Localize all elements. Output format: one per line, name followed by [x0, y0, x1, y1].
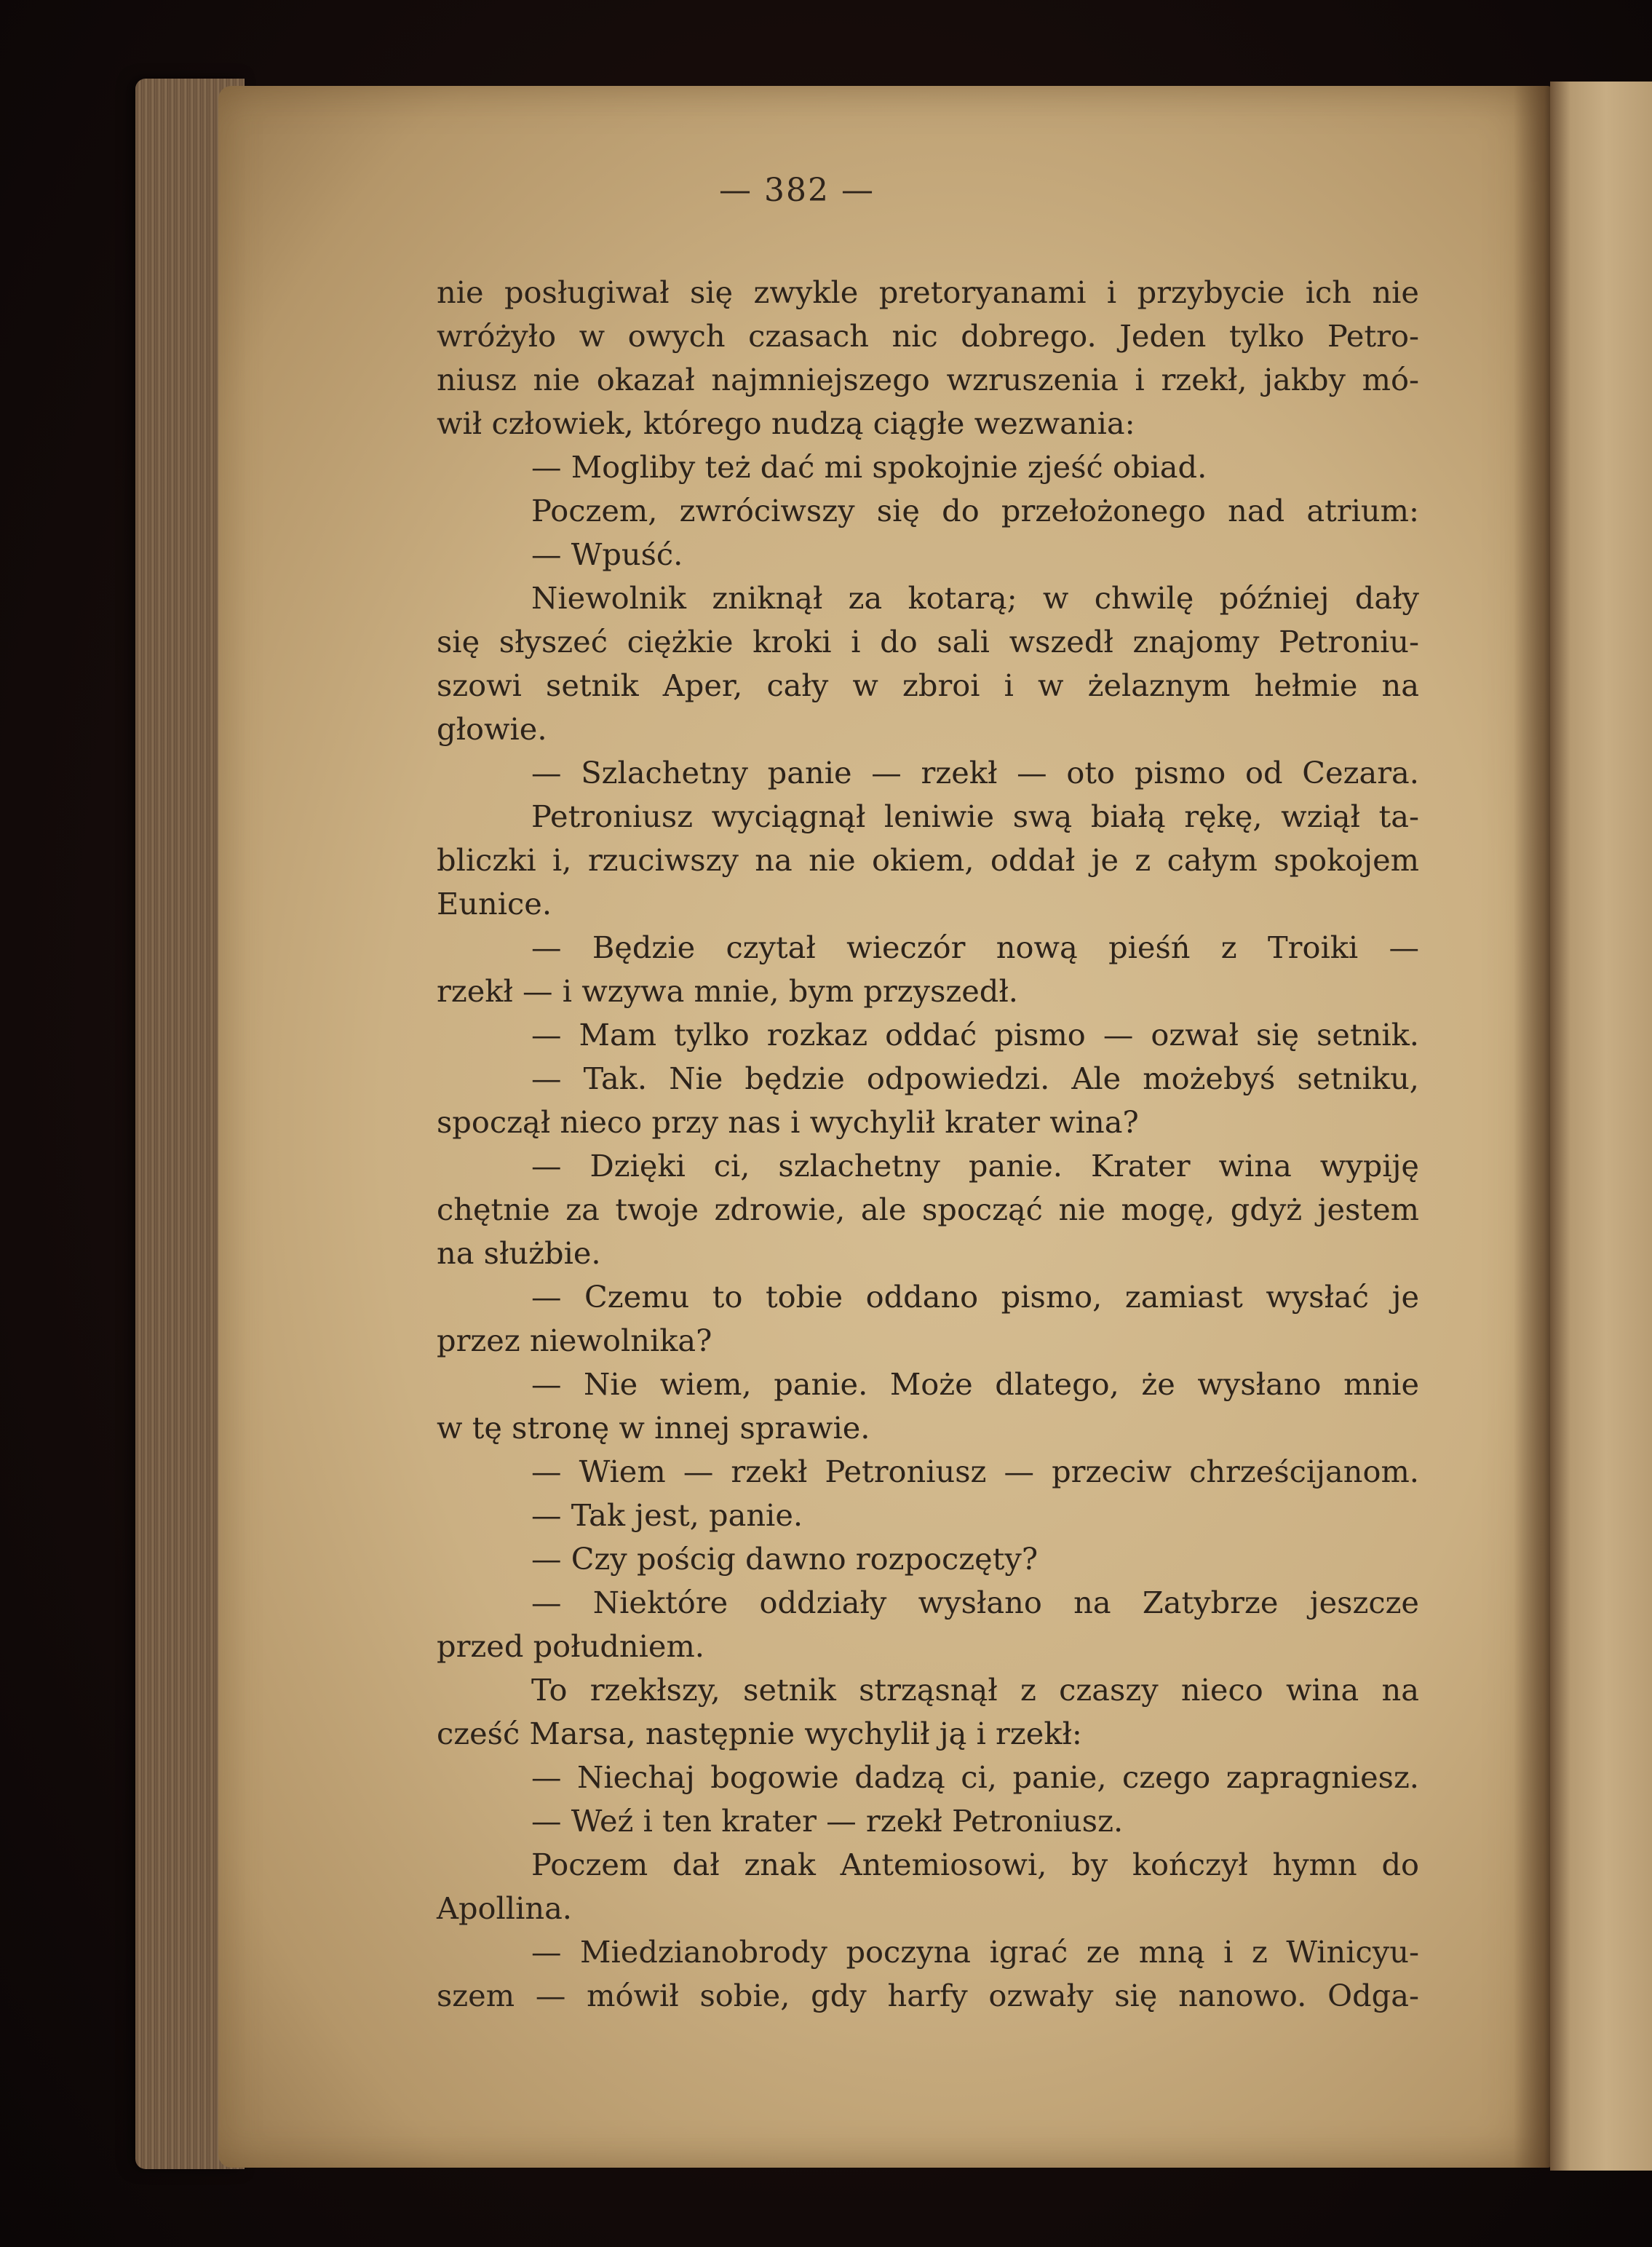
text-line: Poczem dał znak Antemiosowi, by kończył hymn do [531, 1847, 1419, 1882]
text-line: — Weź i ten krater — rzekł Petroniusz. [531, 1803, 1124, 1839]
text-line: w tę stronę w innej sprawie. [437, 1410, 870, 1446]
text-line: się słyszeć ciężkie kroki i do sali wszedł znajomy Petroniu- [437, 624, 1419, 659]
text-line: — Wiem — rzekł Petroniusz — przeciw chrześcijanom. [531, 1454, 1419, 1489]
text-line: — Czemu to tobie oddano pismo, zamiast wysłać je [531, 1279, 1419, 1315]
text-line: chętnie za twoje zdrowie, ale spocząć nie mogę, gdyż jestem [437, 1192, 1419, 1227]
text-line: przed południem. [437, 1628, 704, 1664]
text-line: To rzekłszy, setnik strząsnął z czaszy nieco wina na [531, 1672, 1419, 1708]
text-line: — Tak. Nie będzie odpowiedzi. Ale możebyś setniku, [531, 1061, 1419, 1096]
text-line: — Nie wiem, panie. Może dlatego, że wysłano mnie [531, 1366, 1419, 1402]
text-line: Apollina. [437, 1890, 573, 1926]
text-line: — Tak jest, panie. [531, 1497, 803, 1533]
text-line: bliczki i, rzuciwszy na nie okiem, oddał je z całym spokojem [437, 842, 1419, 878]
text-line: wróżyło w owych czasach nic dobrego. Jeden tylko Petro- [437, 318, 1419, 354]
text-line: spoczął nieco przy nas i wychylił krater wina? [437, 1104, 1139, 1140]
text-line: głowie. [437, 711, 547, 747]
text-line: wił człowiek, którego nudzą ciągłe wezwania: [437, 405, 1135, 441]
text-line: Eunice. [437, 886, 552, 922]
text-line: szowi setnik Aper, cały w zbroi i w żelaznym hełmie na [437, 667, 1419, 703]
text-line: — Będzie czytał wieczór nową pieśń z Troiki — [531, 930, 1419, 965]
text-line: — Niechaj bogowie dadzą ci, panie, czego zapragniesz. [531, 1759, 1419, 1795]
text-line: — Niektóre oddziały wysłano na Zatybrze jeszcze [531, 1585, 1419, 1620]
text-line: niusz nie okazał najmniejszego wzruszenia i rzekł, jakby mó- [437, 362, 1419, 397]
text-line: — Szlachetny panie — rzekł — oto pismo od Cezara. [531, 755, 1419, 790]
page-number: — 382 — [719, 172, 875, 209]
text-line: Niewolnik zniknął za kotarą; w chwilę później dały [531, 580, 1419, 616]
body-text [437, 271, 1419, 2018]
page-number-header [0, 172, 1652, 209]
text-line: — Wpuść. [531, 536, 683, 572]
facing-page-edge [1550, 82, 1652, 2171]
text-line: cześć Marsa, następnie wychylił ją i rzekł: [437, 1716, 1082, 1751]
text-line: rzekł — i wzywa mnie, bym przyszedł. [437, 973, 1018, 1009]
text-line: na służbie. [437, 1235, 601, 1271]
text-line: — Miedzianobrody poczyna igrać ze mną i z Winicyu- [531, 1934, 1419, 1970]
text-line: przez niewolnika? [437, 1323, 712, 1358]
text-line: — Mam tylko rozkaz oddać pismo — ozwał się setnik. [531, 1017, 1419, 1053]
text-line: — Mogliby też dać mi spokojnie zjeść obiad. [531, 449, 1207, 485]
text-line: Petroniusz wyciągnął leniwie swą białą rękę, wziął ta- [531, 798, 1419, 834]
text-line: — Czy pościg dawno rozpoczęty? [531, 1541, 1039, 1577]
text-line: Poczem, zwróciwszy się do przełożonego nad atrium: [531, 493, 1419, 528]
text-line: szem — mówił sobie, gdy harfy ozwały się nanowo. Odga- [437, 1978, 1419, 2013]
text-line: — Dzięki ci, szlachetny panie. Krater wina wypiję [531, 1148, 1419, 1184]
text-line: nie posługiwał się zwykle pretoryanami i przybycie ich nie [437, 274, 1419, 310]
